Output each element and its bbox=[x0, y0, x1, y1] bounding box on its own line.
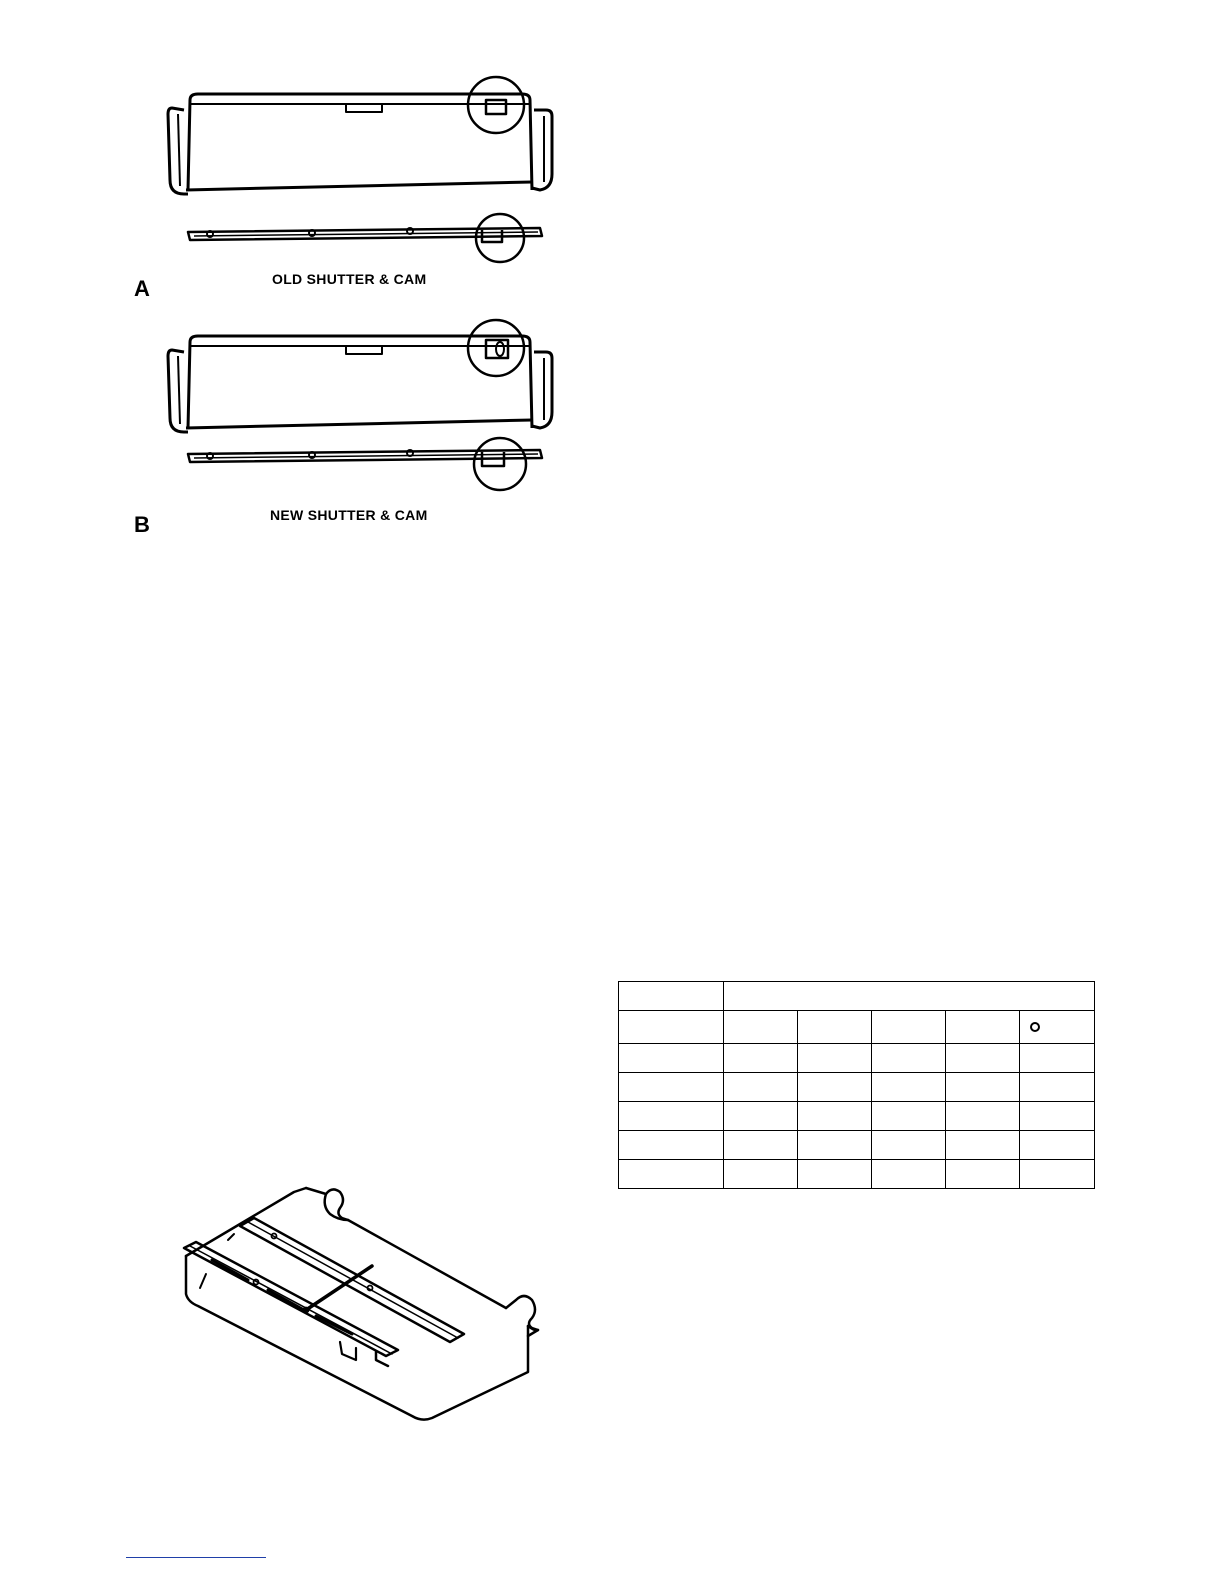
table-row bbox=[619, 1160, 1095, 1189]
table-cell bbox=[798, 1011, 872, 1044]
table-cell bbox=[872, 1102, 946, 1131]
data-table bbox=[618, 981, 1095, 1189]
table-cell bbox=[1020, 1160, 1095, 1189]
table-cell bbox=[946, 1160, 1020, 1189]
table-cell bbox=[619, 1102, 724, 1131]
table-cell bbox=[619, 1131, 724, 1160]
table-cell bbox=[872, 1073, 946, 1102]
table-cell bbox=[798, 1073, 872, 1102]
table-header-row bbox=[619, 982, 1095, 1011]
table-subheader-row bbox=[619, 1011, 1095, 1044]
table-cell bbox=[1020, 1011, 1095, 1044]
table-cell bbox=[724, 1160, 798, 1189]
table-cell bbox=[724, 1044, 798, 1073]
table-cell bbox=[619, 1011, 724, 1044]
table-cell bbox=[946, 1011, 1020, 1044]
table-cell bbox=[724, 1131, 798, 1160]
figure-b-caption: NEW SHUTTER & CAM bbox=[270, 507, 428, 523]
figure-a-shutter-drawing bbox=[160, 70, 560, 270]
table-cell bbox=[724, 1102, 798, 1131]
table-cell bbox=[619, 982, 724, 1011]
table-cell bbox=[946, 1131, 1020, 1160]
table-row bbox=[619, 1044, 1095, 1073]
figure-a-letter: A bbox=[134, 276, 150, 301]
table-cell bbox=[798, 1131, 872, 1160]
figure-b-letter: B bbox=[134, 512, 150, 537]
table-cell bbox=[619, 1160, 724, 1189]
figure-a-caption: OLD SHUTTER & CAM bbox=[272, 271, 427, 287]
table-cell bbox=[798, 1102, 872, 1131]
table-cell bbox=[1020, 1102, 1095, 1131]
table-row bbox=[619, 1131, 1095, 1160]
table-cell bbox=[1020, 1131, 1095, 1160]
table-cell bbox=[872, 1011, 946, 1044]
table-cell bbox=[946, 1102, 1020, 1131]
table-header-span-cell bbox=[724, 982, 1095, 1011]
figure-b-shutter-drawing bbox=[160, 312, 560, 502]
table-row bbox=[619, 1102, 1095, 1131]
footer-rule bbox=[126, 1557, 266, 1558]
table-cell bbox=[1020, 1073, 1095, 1102]
table-cell bbox=[724, 1011, 798, 1044]
small-circle-icon bbox=[1030, 1022, 1040, 1032]
table-cell bbox=[798, 1160, 872, 1189]
table-cell bbox=[1020, 1044, 1095, 1073]
isometric-assembly-drawing bbox=[176, 1176, 560, 1426]
table-cell bbox=[946, 1073, 1020, 1102]
table-cell bbox=[872, 1131, 946, 1160]
table-cell bbox=[872, 1044, 946, 1073]
table-row bbox=[619, 1073, 1095, 1102]
table-cell bbox=[724, 1073, 798, 1102]
table-cell bbox=[872, 1160, 946, 1189]
table-cell bbox=[619, 1073, 724, 1102]
table-cell bbox=[798, 1044, 872, 1073]
table-cell bbox=[619, 1044, 724, 1073]
table-cell bbox=[946, 1044, 1020, 1073]
